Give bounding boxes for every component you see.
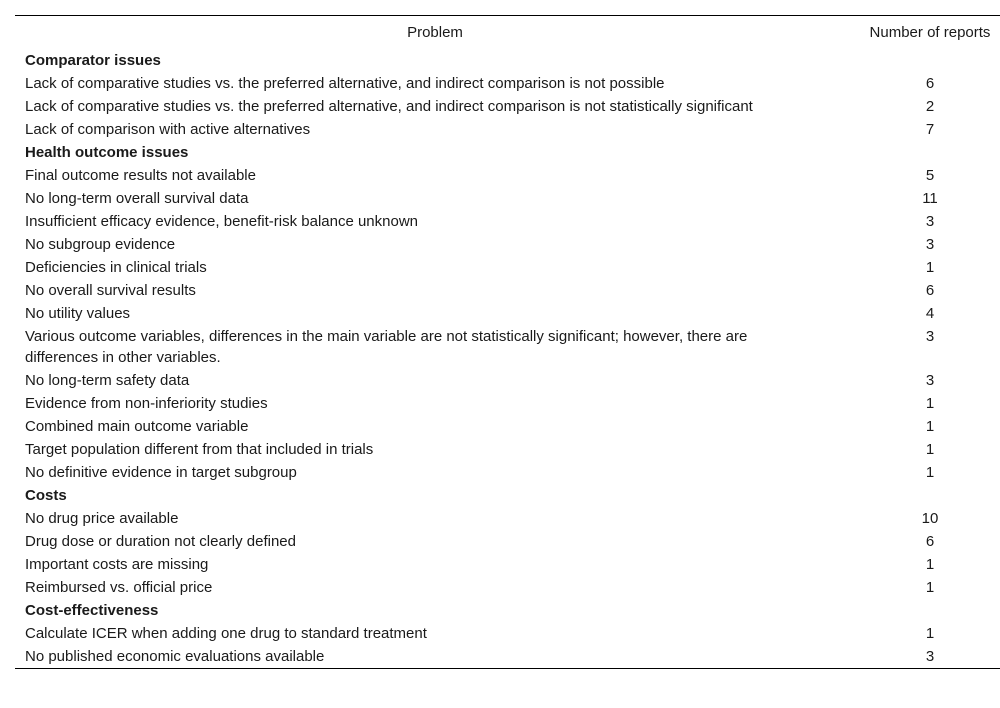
table-row <box>15 256 1000 279</box>
problem-cell: Final outcome results not available <box>25 167 256 184</box>
table-row <box>15 187 1000 210</box>
count-cell: 3 <box>925 213 935 230</box>
table-header-row <box>15 16 1000 50</box>
problem-cell: Drug dose or duration not clearly defined <box>25 533 296 550</box>
count-cell: 1 <box>925 579 935 596</box>
count-cell: 1 <box>925 259 935 276</box>
section-row-comparator-issues <box>15 49 1000 72</box>
table-row <box>15 233 1000 256</box>
section-row-cost-effectiveness <box>15 599 1000 622</box>
table-row <box>15 210 1000 233</box>
table-row <box>15 622 1000 645</box>
table-row <box>15 415 1000 438</box>
problems-table <box>15 15 1000 669</box>
problem-cell: Combined main outcome variable <box>25 418 249 435</box>
table-row <box>15 645 1000 669</box>
table-row <box>15 118 1000 141</box>
table-row <box>15 95 1000 118</box>
problem-cell: Target population different from that included in trials <box>25 441 374 458</box>
count-cell: 2 <box>925 98 935 115</box>
problem-cell: No drug price available <box>25 510 179 527</box>
problem-cell: No utility values <box>25 305 131 322</box>
count-cell: 7 <box>925 121 935 138</box>
problem-cell: Deficiencies in clinical trials <box>25 259 207 276</box>
problem-cell: Reimbursed vs. official price <box>25 579 213 596</box>
table-row <box>15 438 1000 461</box>
count-cell: 6 <box>925 75 935 92</box>
count-cell: 10 <box>921 510 939 527</box>
problem-cell: Lack of comparative studies vs. the preferred alternative, and indirect comparison is not possible <box>25 75 665 92</box>
table-row <box>15 302 1000 325</box>
count-cell: 1 <box>925 418 935 435</box>
table-row <box>15 369 1000 392</box>
count-cell: 4 <box>925 305 935 322</box>
problem-cell: Calculate ICER when adding one drug to standard treatment <box>25 625 427 642</box>
table-row <box>15 392 1000 415</box>
count-cell: 3 <box>925 236 935 253</box>
section-title: Cost-effectiveness <box>25 602 159 619</box>
count-cell: 3 <box>925 372 935 389</box>
header-problem: Problem <box>407 24 463 41</box>
problem-cell: No published economic evaluations available <box>25 648 325 665</box>
problem-cell: Lack of comparative studies vs. the preferred alternative, and indirect comparison is not statistically significant <box>25 98 753 115</box>
problem-cell: No long-term safety data <box>25 372 190 389</box>
count-cell: 5 <box>925 167 935 184</box>
reports-table-container <box>15 15 991 669</box>
table-row <box>15 325 1000 369</box>
table-row <box>15 553 1000 576</box>
count-cell: 1 <box>925 464 935 481</box>
table-row <box>15 461 1000 484</box>
problem-cell: Insufficient efficacy evidence, benefit-risk balance unknown <box>25 213 419 230</box>
section-title: Health outcome issues <box>25 144 189 161</box>
count-cell: 11 <box>922 190 938 207</box>
section-row-health-outcome-issues <box>15 141 1000 164</box>
problem-cell: No long-term overall survival data <box>25 190 249 207</box>
count-cell: 3 <box>925 328 935 345</box>
table-row <box>15 507 1000 530</box>
table-row <box>15 530 1000 553</box>
count-cell: 1 <box>925 625 935 642</box>
count-cell: 6 <box>925 533 935 550</box>
problem-cell: Evidence from non-inferiority studies <box>25 395 268 412</box>
count-cell: 1 <box>925 556 935 573</box>
table-row <box>15 72 1000 95</box>
problem-cell: No overall survival results <box>25 282 196 299</box>
problem-cell: Important costs are missing <box>25 556 209 573</box>
section-title: Costs <box>25 487 67 504</box>
count-cell: 6 <box>925 282 935 299</box>
table-row <box>15 576 1000 599</box>
section-row-costs <box>15 484 1000 507</box>
count-cell: 1 <box>925 395 935 412</box>
count-cell: 3 <box>925 648 935 665</box>
header-number-of-reports: Number of reports <box>869 24 991 41</box>
count-cell: 1 <box>925 441 935 458</box>
table-row <box>15 279 1000 302</box>
table-row <box>15 164 1000 187</box>
problem-cell: No subgroup evidence <box>25 236 176 253</box>
problem-cell: Various outcome variables, differences in the main variable are not statistically significant; however, there are differences in other variables. <box>25 328 748 366</box>
section-title: Comparator issues <box>25 52 161 69</box>
problem-cell: No definitive evidence in target subgroup <box>25 464 297 481</box>
problem-cell: Lack of comparison with active alternatives <box>25 121 311 138</box>
